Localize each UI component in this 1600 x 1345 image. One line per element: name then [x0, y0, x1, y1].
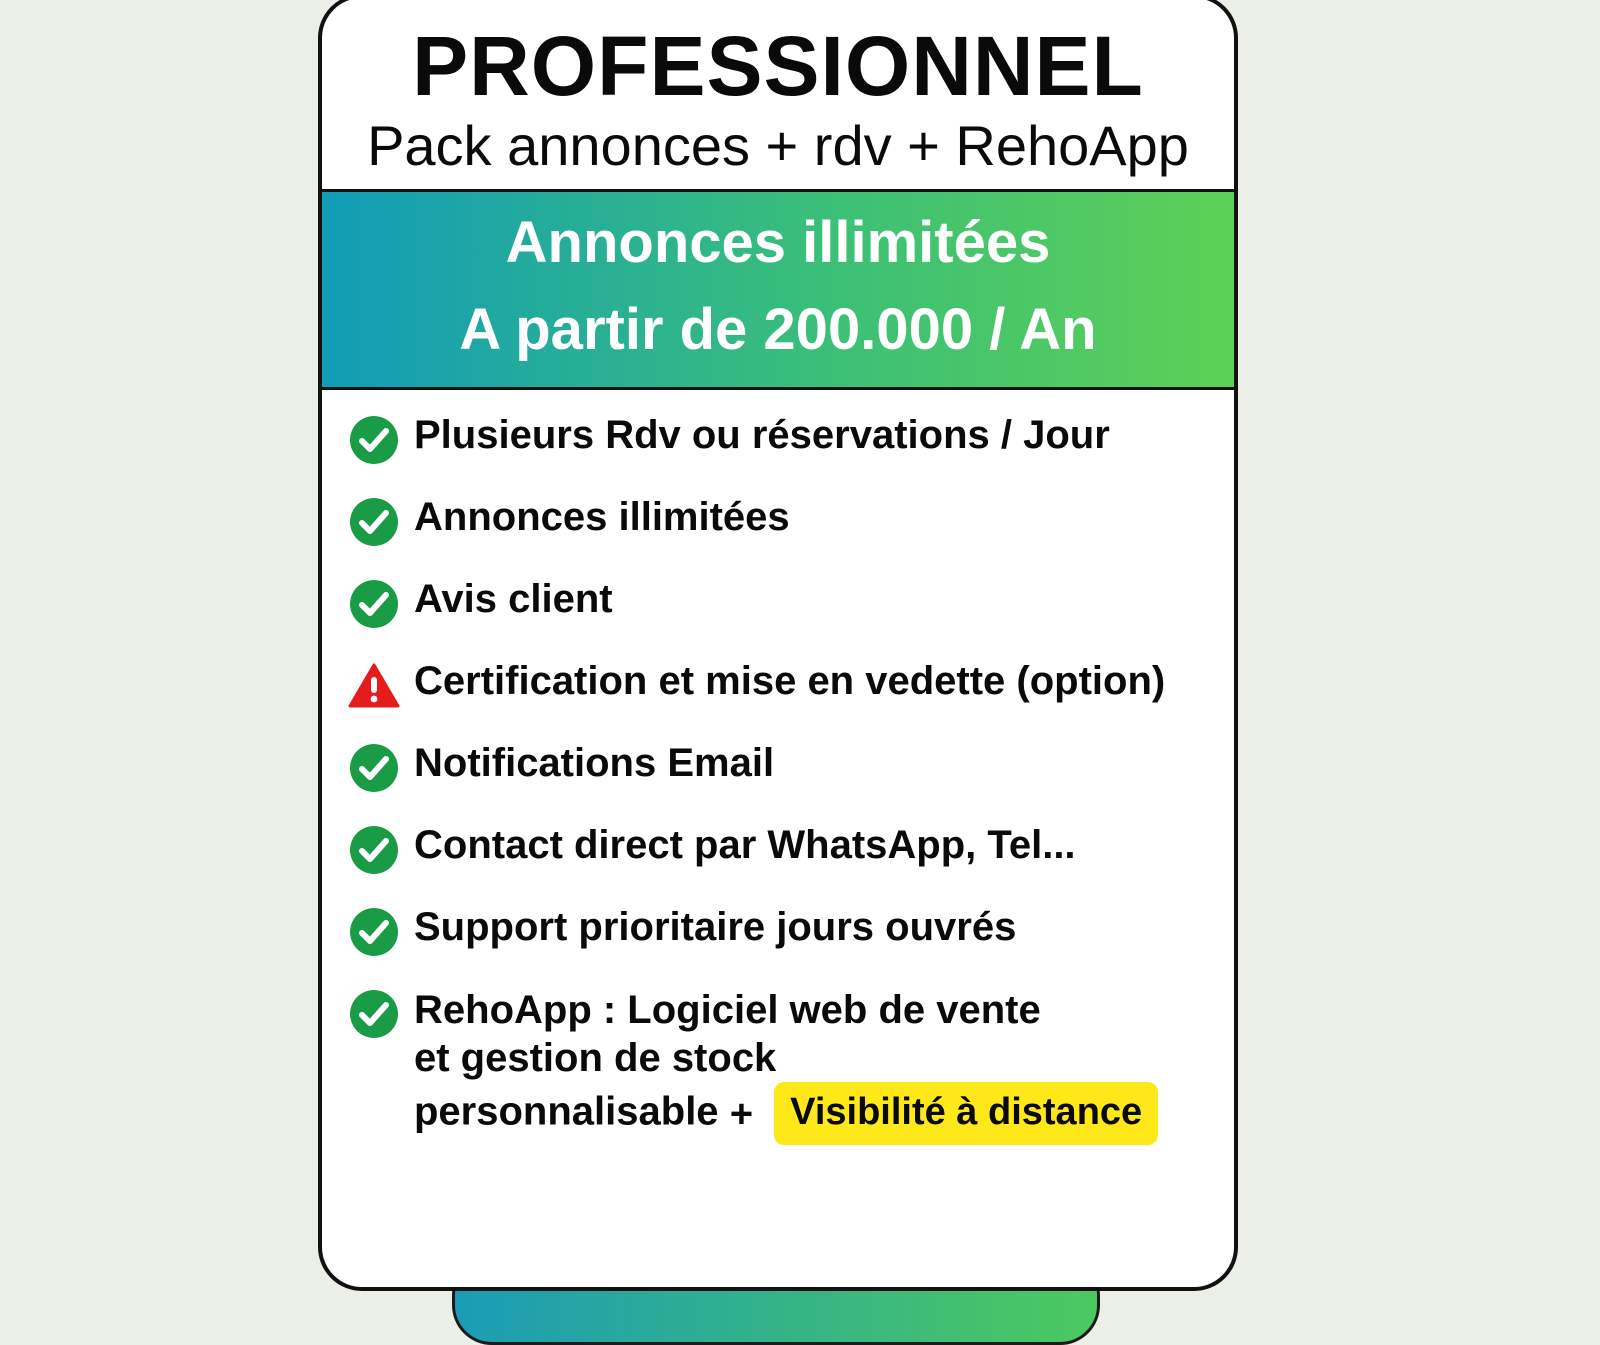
list-item — [348, 412, 1208, 466]
check-circle-icon — [348, 414, 400, 466]
rehoapp-line-1: RehoApp : Logiciel web de vente — [414, 987, 1041, 1032]
list-item-label: Notifications Email — [414, 740, 775, 785]
page-title: PROFESSIONNEL — [412, 19, 1144, 113]
list-item-label: Annonces illimitées — [414, 494, 790, 539]
list-item-label: Support prioritaire jours ouvrés — [414, 904, 1017, 949]
list-item — [348, 576, 1208, 630]
list-item — [348, 986, 1208, 1146]
check-circle-icon — [348, 906, 400, 958]
plus-sign: + — [729, 1091, 754, 1136]
pricing-card — [318, 0, 1238, 1291]
plan-subtitle: Pack annonces + rdv + RehoApp — [367, 114, 1189, 178]
check-circle-icon — [348, 578, 400, 630]
list-item-label: Certification et mise en vedette (option) — [414, 658, 1166, 703]
check-circle-icon — [348, 824, 400, 876]
rehoapp-line-2: et gestion de stock — [414, 1035, 777, 1080]
warning-triangle-icon — [348, 660, 400, 712]
list-item — [348, 658, 1208, 712]
feature-list — [322, 390, 1234, 1287]
rehoapp-description — [414, 986, 1158, 1146]
status-badge: Visibilité à distance — [774, 1082, 1158, 1146]
list-item-label: Contact direct par WhatsApp, Tel... — [414, 822, 1076, 867]
list-item-label: Avis client — [414, 576, 613, 621]
banner-price: A partir de 200.000 / An — [459, 297, 1097, 363]
rehoapp-line-3: personnalisable — [414, 1089, 719, 1134]
list-item — [348, 494, 1208, 548]
list-item — [348, 904, 1208, 958]
list-item — [348, 740, 1208, 794]
price-banner — [322, 189, 1234, 390]
check-circle-icon — [348, 742, 400, 794]
card-header — [322, 0, 1234, 189]
list-item — [348, 822, 1208, 876]
check-circle-icon — [348, 988, 400, 1040]
check-circle-icon — [348, 496, 400, 548]
banner-headline: Annonces illimitées — [505, 209, 1051, 275]
list-item-label: Plusieurs Rdv ou réservations / Jour — [414, 412, 1110, 457]
